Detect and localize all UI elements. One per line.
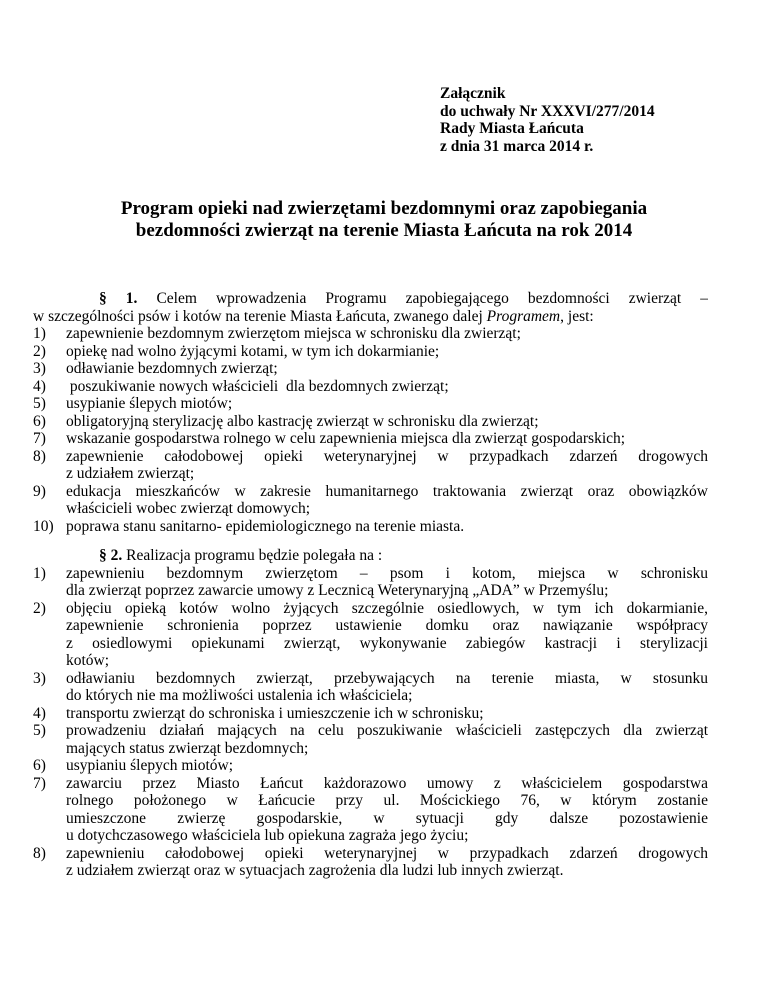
item-text: usypianie ślepych miotów; <box>66 395 233 412</box>
list-item <box>33 600 708 670</box>
item-number: 7) <box>33 774 46 792</box>
item-body <box>66 722 708 757</box>
section-1-intro-line-2 <box>33 308 708 326</box>
section-1-intro-c: , jest: <box>560 307 594 325</box>
annex-date: z dnia 31 marca 2014 r. <box>440 137 594 155</box>
item-text: obligatoryjną sterylizację albo kastrację zwierząt w schronisku dla zwierząt; <box>66 412 539 430</box>
item-body <box>66 670 708 705</box>
item-number: 4) <box>33 704 46 722</box>
item-text-cont: z udziałem zwierząt; <box>66 465 195 482</box>
item-text: zapewnieniu całodobowej opieki weterynaryjnej w przypadkach zdarzeń drogowych <box>66 844 708 862</box>
item-number: 5) <box>33 722 46 739</box>
item-number: 2) <box>33 599 46 617</box>
title-line-1: Program opieki nad zwierzętami bezdomnymi oraz zapobiegania <box>120 198 648 219</box>
item-number: 4) <box>33 377 46 395</box>
section-1-intro-line-1 <box>33 290 708 308</box>
item-number: 5) <box>33 395 46 412</box>
program-term: Programem <box>486 307 561 325</box>
item-text-cont: kotów; <box>66 652 110 669</box>
item-text-cont: zapewnienie schronienia poprzez ustawienie domku oraz nawiązanie współpracy <box>66 617 708 634</box>
item-text: poszukiwanie nowych właścicieli dla bezdomnych zwierząt; <box>66 377 449 395</box>
list-item <box>33 343 708 361</box>
item-text: zawarciu przez Miasto Łańcut każdorazowo umowy z właścicielem gospodarstwa <box>66 774 708 792</box>
item-number: 6) <box>33 412 46 430</box>
item-text-cont: mających status zwierząt bezdomnych; <box>66 739 309 757</box>
item-number: 3) <box>33 669 46 687</box>
item-text-cont: z udziałem zwierząt oraz w sytuacjach zagrożenia dla ludzi lub innych zwierząt. <box>66 862 564 879</box>
item-number: 3) <box>33 360 46 377</box>
item-text: zapewnienie bezdomnym zwierzętom miejsca w schronisku dla zwierząt; <box>66 325 521 342</box>
list-item <box>33 483 708 518</box>
item-text-cont: do których nie ma możliwości ustalenia ich właściciela; <box>66 687 413 704</box>
annex-council: Rady Miasta Łańcuta <box>440 120 584 137</box>
item-text: zapewnienie całodobowej opieki weterynaryjnej w przypadkach zdarzeń drogowych <box>66 447 708 465</box>
annex-resolution: do uchwały Nr XXXVI/277/2014 <box>440 102 655 120</box>
item-text-cont: rolnego położonego w Łańcucie przy ul. Mościckiego 76, w którym zostanie <box>66 792 708 809</box>
item-text-cont: właścicieli wobec zwierząt domowych; <box>66 500 311 517</box>
item-text: prowadzeniu działań mających na celu poszukiwanie właścicieli zastępczych dla zwierząt <box>66 722 708 739</box>
item-text: wskazanie gospodarstwa rolnego w celu zapewnienia miejsca dla zwierząt gospodarskich; <box>66 430 626 447</box>
list-item <box>33 430 708 448</box>
list-item <box>33 845 708 880</box>
item-number: 10) <box>33 517 54 535</box>
section-1-marker: § 1. <box>99 290 138 307</box>
item-text: opiekę nad wolno żyjącymi kotami, w tym ich dokarmianie; <box>66 342 440 360</box>
section-2-intro <box>33 547 708 565</box>
item-number: 6) <box>33 757 46 774</box>
item-number: 1) <box>33 564 46 582</box>
annex-header <box>440 85 655 155</box>
list-item <box>33 722 708 757</box>
list-item <box>33 518 708 536</box>
item-body <box>66 483 708 518</box>
item-number: 8) <box>33 447 46 465</box>
item-body <box>66 845 708 880</box>
item-text: odławianie bezdomnych zwierząt; <box>66 360 278 377</box>
item-number: 9) <box>33 482 46 500</box>
item-body <box>66 775 708 845</box>
item-text: edukacja mieszkańców w zakresie humanitarnego traktowania zwierząt oraz obowiązków <box>66 482 708 500</box>
list-item <box>33 413 708 431</box>
annex-label: Załącznik <box>440 85 506 102</box>
item-text: usypianiu ślepych miotów; <box>66 757 234 774</box>
list-item <box>33 705 708 723</box>
list-item <box>33 448 708 483</box>
item-body <box>66 565 708 600</box>
item-text-cont: umieszczone zwierzę gospodarskie, w sytuacji gdy dalsze pozostawienie <box>66 809 708 827</box>
item-body <box>66 448 708 483</box>
list-item <box>33 670 708 705</box>
item-text-cont: u dotychczasowego właściciela lub opiekuna zagraża jego życiu; <box>66 827 469 844</box>
item-text: transportu zwierząt do schroniska i umieszczenie ich w schronisku; <box>66 704 484 722</box>
section-2-intro-text: Realizacja programu będzie polegała na : <box>126 547 383 564</box>
item-text-cont: z osiedlowymi opiekunami zwierząt, wykonywanie zabiegów kastracji i sterylizacji <box>66 634 708 652</box>
section-1-intro-b: w szczególności psów i kotów na terenie Miasta Łańcuta, zwanego dalej <box>33 307 483 325</box>
list-item <box>33 757 708 775</box>
item-number: 1) <box>33 325 46 342</box>
section-2-marker: § 2. <box>99 547 123 564</box>
list-item <box>33 775 708 845</box>
section-2 <box>33 547 708 880</box>
item-text: odławianiu bezdomnych zwierząt, przebywających na terenie miasta, w stosunku <box>66 669 708 687</box>
section-1 <box>33 290 708 535</box>
list-item <box>33 395 708 413</box>
title-line-2: bezdomności zwierząt na terenie Miasta Łańcuta na rok 2014 <box>135 220 633 241</box>
document-title <box>0 198 768 242</box>
item-text-cont: dla zwierząt poprzez zawarcie umowy z Lecznicą Weterynaryjną „ADA” w Przemyślu; <box>66 582 609 599</box>
item-body <box>66 600 708 670</box>
section-1-intro-a: Celem wprowadzenia Programu zapobiegającego bezdomności zwierząt – <box>156 290 708 307</box>
item-number: 8) <box>33 844 46 862</box>
list-item <box>33 360 708 378</box>
item-text: objęciu opieką kotów wolno żyjących szczególnie osiedlowych, w tym ich dokarmianie, <box>66 599 708 617</box>
list-item <box>33 378 708 396</box>
item-number: 2) <box>33 342 46 360</box>
item-text: poprawa stanu sanitarno- epidemiologicznego na terenie miasta. <box>66 517 465 535</box>
list-item <box>33 565 708 600</box>
list-item <box>33 325 708 343</box>
item-text: zapewnieniu bezdomnym zwierzętom – psom i kotom, miejsca w schronisku <box>66 564 708 582</box>
item-number: 7) <box>33 430 46 447</box>
